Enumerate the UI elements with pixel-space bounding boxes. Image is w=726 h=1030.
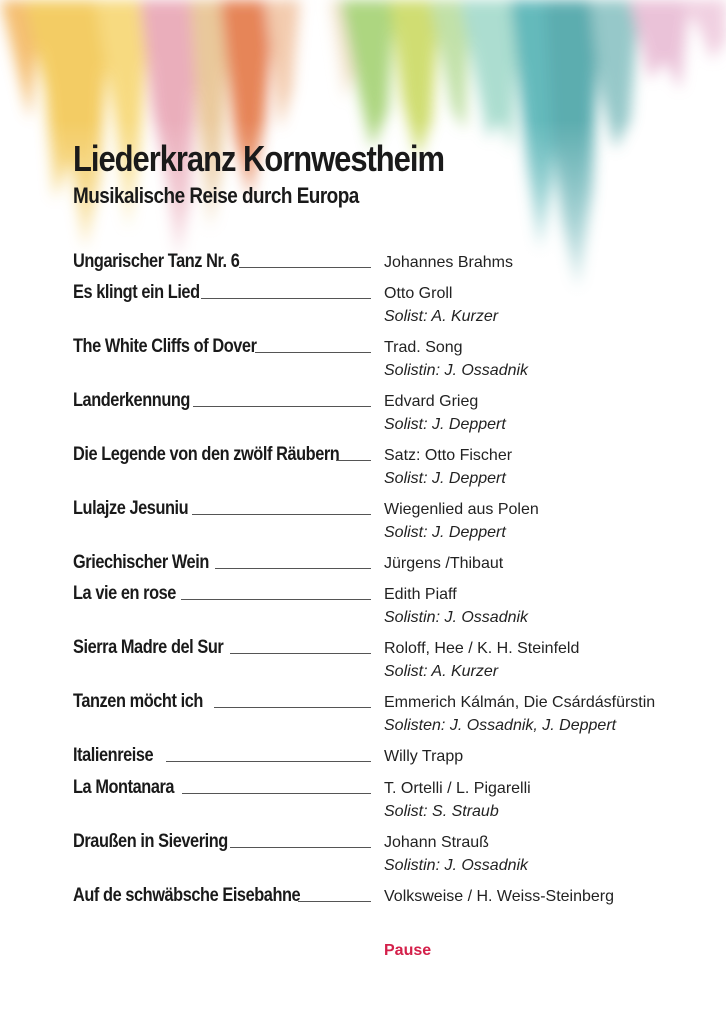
soloist: Solist: A. Kurzer xyxy=(384,663,499,680)
song-title: La vie en rose xyxy=(73,583,176,604)
soloist: Solist: J. Deppert xyxy=(384,524,506,541)
leader-line xyxy=(181,599,371,600)
song-title: The White Cliffs of Dover xyxy=(73,336,257,357)
leader-line xyxy=(336,460,371,461)
pause-label: Pause xyxy=(384,942,432,959)
soloist: Solist: J. Deppert xyxy=(384,470,506,487)
composer: Wiegenlied aus Polen xyxy=(384,501,539,518)
leader-line xyxy=(298,901,371,902)
leader-line xyxy=(255,352,371,353)
soloist: Solistin: J. Ossadnik xyxy=(384,857,529,874)
composer: Jürgens /Thibaut xyxy=(384,555,504,572)
leader-line xyxy=(201,298,371,299)
soloist: Solistin: J. Ossadnik xyxy=(384,362,529,379)
song-title: Griechischer Wein xyxy=(73,552,209,573)
song-title: Auf de schwäbsche Eisebahne xyxy=(73,885,301,906)
leader-line xyxy=(214,707,371,708)
composer: Otto Groll xyxy=(384,285,453,302)
song-title: Tanzen möcht ich xyxy=(73,691,203,712)
leader-line xyxy=(230,653,371,654)
song-title: Sierra Madre del Sur xyxy=(73,637,224,658)
composer: T. Ortelli / L. Pigarelli xyxy=(384,780,531,797)
composer: Johann Strauß xyxy=(384,834,489,851)
composer: Roloff, Hee / K. H. Steinfeld xyxy=(384,640,580,657)
soloist: Solist: S. Straub xyxy=(384,803,499,820)
song-title: Draußen in Sievering xyxy=(73,831,228,852)
composer: Edith Piaff xyxy=(384,586,457,603)
soloist: Solist: A. Kurzer xyxy=(384,308,499,325)
leader-line xyxy=(166,761,371,762)
leader-line xyxy=(239,267,371,268)
page-subtitle: Musikalische Reise durch Europa xyxy=(73,183,359,208)
leader-line xyxy=(215,568,371,569)
composer: Satz: Otto Fischer xyxy=(384,447,513,464)
composer: Emmerich Kálmán, Die Csárdásfürstin xyxy=(384,694,656,711)
song-title: Ungarischer Tanz Nr. 6 xyxy=(73,251,240,272)
composer: Edvard Grieg xyxy=(384,393,479,410)
leader-line xyxy=(192,514,371,515)
song-title: Landerkennung xyxy=(73,390,190,411)
soloist: Solist: J. Deppert xyxy=(384,416,506,433)
page-title: Liederkranz Kornwestheim xyxy=(73,138,444,179)
composer: Willy Trapp xyxy=(384,748,464,765)
song-title: Italienreise xyxy=(73,745,154,766)
soloist: Solisten: J. Ossadnik, J. Deppert xyxy=(384,717,617,734)
composer: Trad. Song xyxy=(384,339,463,356)
composer: Volksweise / H. Weiss-Steinberg xyxy=(384,888,615,905)
leader-line xyxy=(182,793,371,794)
song-title: Lulajze Jesuniu xyxy=(73,498,189,519)
song-title: Die Legende von den zwölf Räubern xyxy=(73,444,340,465)
soloist: Solistin: J. Ossadnik xyxy=(384,609,529,626)
composer: Johannes Brahms xyxy=(384,254,513,271)
leader-line xyxy=(193,406,371,407)
song-title: La Montanara xyxy=(73,777,175,798)
song-title: Es klingt ein Lied xyxy=(73,282,200,303)
leader-line xyxy=(230,847,371,848)
